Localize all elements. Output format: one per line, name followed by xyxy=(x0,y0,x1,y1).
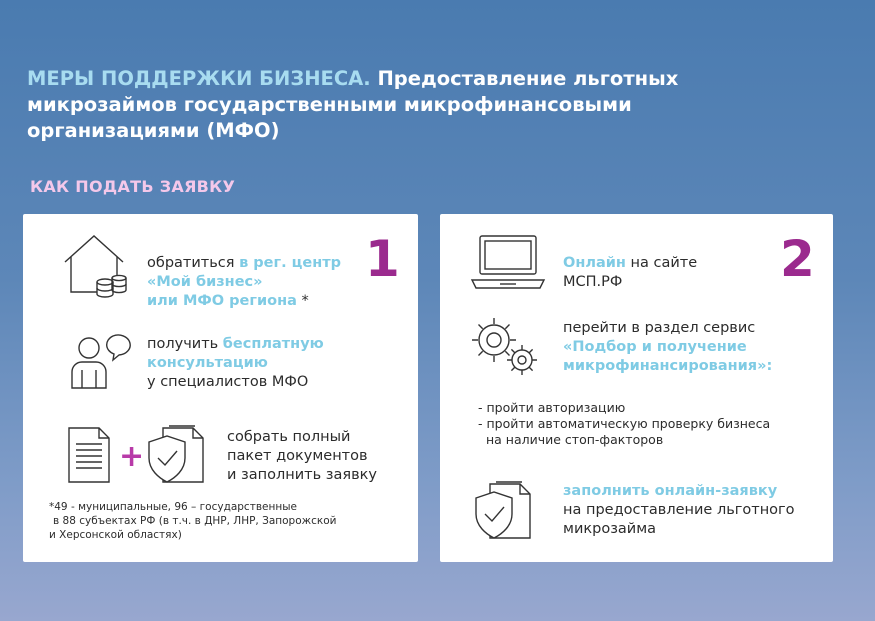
laptop-icon xyxy=(470,234,546,292)
step-number-1: 1 xyxy=(365,230,400,288)
footnote-line2: в 88 субъектах РФ (в т.ч. в ДНР, ЛНР, Запорожской xyxy=(53,515,337,527)
step2-highlight2: консультацию xyxy=(147,355,268,371)
step3-line2: пакет документов xyxy=(227,448,368,464)
step2-line1: получить xyxy=(147,336,223,352)
bullet-check-cont: на наличие стоп-факторов xyxy=(486,432,664,447)
online-step3-highlight: заполнить онлайн-заявку xyxy=(563,483,778,499)
step1-highlight2: «Мой бизнес» xyxy=(147,274,263,290)
card-offline xyxy=(23,214,418,562)
house-coins-icon xyxy=(61,232,129,304)
shield-documents-icon xyxy=(145,424,211,486)
online-step1-text xyxy=(563,254,697,292)
step3-line1: собрать полный xyxy=(227,429,351,445)
footnote-line3: и Херсонской областях) xyxy=(49,529,182,541)
footnote-line1: *49 - муниципальные, 96 – государственные xyxy=(49,501,297,513)
online-line1: на сайте xyxy=(625,255,698,271)
step3-text xyxy=(227,428,377,485)
card-online xyxy=(440,214,833,562)
online-step2-highlight1: «Подбор и получение xyxy=(563,339,747,355)
step1-highlight1: в рег. центр xyxy=(239,255,342,271)
online-step3-line3: микрозайма xyxy=(563,521,657,537)
step-number-2: 2 xyxy=(780,230,815,288)
step1-text xyxy=(147,254,341,311)
bullet-auth: - пройти авторизацию xyxy=(478,400,626,415)
online-step3-line2: на предоставление льготного xyxy=(563,502,795,518)
step2-highlight1: бесплатную xyxy=(222,336,324,352)
online-bullets xyxy=(478,400,770,448)
consultant-icon xyxy=(69,330,135,392)
online-highlight: Онлайн xyxy=(563,255,626,271)
step1-line1: обратиться xyxy=(147,255,240,271)
step2-line3: у специалистов МФО xyxy=(147,374,309,390)
bullet-check: - пройти автоматическую проверку бизнеса xyxy=(478,416,771,431)
plus-sign: + xyxy=(119,439,145,474)
step3-line3: и заполнить заявку xyxy=(227,467,377,483)
title-accent: МЕРЫ ПОДДЕРЖКИ БИЗНЕСА. xyxy=(27,67,371,90)
footnote xyxy=(49,500,336,542)
step1-highlight3: или МФО региона xyxy=(147,293,297,309)
online-step2-text xyxy=(563,319,772,376)
shield-application-icon xyxy=(472,480,538,542)
gears-icon xyxy=(470,316,542,378)
page-title xyxy=(27,66,727,144)
online-step2-highlight2: микрофинансирования»: xyxy=(563,358,773,374)
step2-text xyxy=(147,335,324,392)
online-step3-text xyxy=(563,482,795,539)
site-name: МСП.РФ xyxy=(563,274,623,290)
section-subtitle: КАК ПОДАТЬ ЗАЯВКУ xyxy=(30,177,236,196)
title-rest: Предоставление льготных микрозаймов государственными микрофинансовыми организациями (МФО) xyxy=(27,67,679,142)
document-icon xyxy=(67,426,111,484)
online-step2-line1: перейти в раздел сервис xyxy=(563,320,756,336)
step1-asterisk: * xyxy=(296,293,309,309)
